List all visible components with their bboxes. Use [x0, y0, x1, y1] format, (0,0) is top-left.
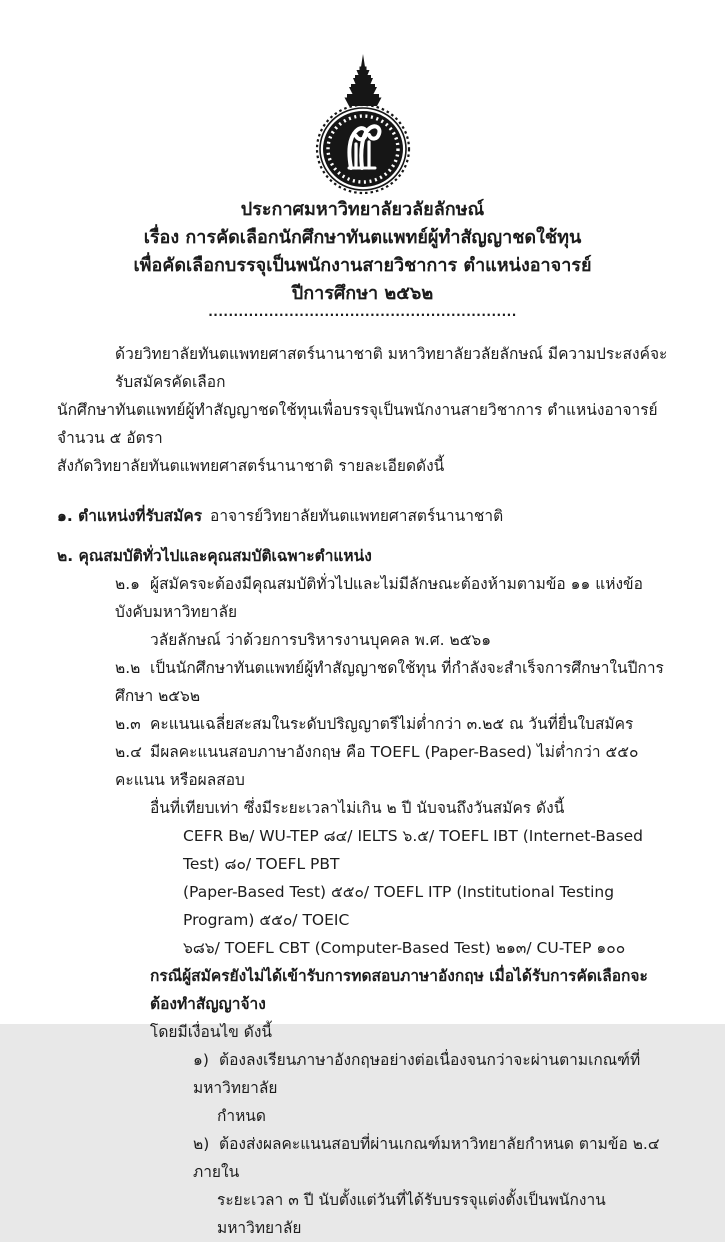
qualification-item — [115, 710, 673, 738]
score-equivalence-line: (Paper-Based Test) ๕๕๐/ TOEFL ITP (Institutional Testing Program) ๕๕๐/ TOEIC — [183, 883, 615, 929]
intro-line: ด้วยวิทยาลัยทันตแพทยศาสตร์นานาชาติ มหาวิทยาลัยวลัยลักษณ์ มีความประสงค์จะรับสมัครคัดเลือก — [115, 345, 668, 391]
item-text-line: เป็นนักศึกษาทันตแพทย์ผู้ทำสัญญาชดใช้ทุน ที่กำลังจะสำเร็จการศึกษาในปีการศึกษา ๒๕๖๒ — [115, 659, 664, 705]
condition-text-line: กำหนด — [217, 1107, 266, 1125]
condition-item — [193, 1046, 673, 1102]
dotted-divider: ............................................................. — [208, 305, 517, 319]
intro-line: นักศึกษาทันตแพทย์ผู้ทำสัญญาชดใช้ทุนเพื่อบรรจุเป็นพนักงานสายวิชาการ ตำแหน่งอาจารย์ จำนวน ๕ อัตรา — [57, 401, 658, 447]
university-emblem-icon — [299, 54, 427, 194]
title-line-1: ประกาศมหาวิทยาลัยวลัยลักษณ์ — [240, 199, 485, 220]
section-1-heading: ๑. ตำแหน่งที่รับสมัคร — [57, 507, 203, 525]
condition-item — [193, 1130, 673, 1186]
qualification-item — [115, 570, 673, 626]
section-2-heading: ๒. คุณสมบัติทั่วไปและคุณสมบัติเฉพาะตำแหน่ง — [57, 547, 372, 565]
item-number: ๒.๔ — [115, 743, 142, 761]
item-text-line: อื่นที่เทียบเท่า ซึ่งมีระยะเวลาไม่เกิน ๒ ปี นับจนถึงวันสมัคร ดังนี้ — [150, 799, 565, 817]
announcement-title — [0, 196, 725, 308]
section-1-value: อาจารย์วิทยาลัยทันตแพทยศาสตร์นานาชาติ — [210, 507, 504, 525]
item-text-line: วลัยลักษณ์ ว่าด้วยการบริหารงานบุคคล พ.ศ. ๒๕๖๑ — [150, 631, 492, 649]
score-equivalence-line: ๖๘๖/ TOEFL CBT (Computer-Based Test) ๒๑๓/ CU-TEP ๑๐๐ — [183, 939, 626, 957]
item-text-line: มีผลคะแนนสอบภาษาอังกฤษ คือ TOEFL (Paper-Based) ไม่ต่ำกว่า ๕๕๐ คะแนน หรือผลสอบ — [115, 743, 639, 789]
condition-note-bold: กรณีผู้สมัครยังไม่ได้เข้ารับการทดสอบภาษาอังกฤษ เมื่อได้รับการคัดเลือกจะต้องทำสัญญาจ้าง — [150, 967, 648, 1013]
condition-text-line: ต้องส่งผลคะแนนสอบที่ผ่านเกณฑ์มหาวิทยาลัยกำหนด ตามข้อ ๒.๔ ภายใน — [193, 1135, 660, 1181]
condition-number: ๒) — [193, 1135, 210, 1153]
intro-line: สังกัดวิทยาลัยทันตแพทยศาสตร์นานาชาติ รายละเอียดดังนี้ — [57, 457, 445, 475]
document-body — [57, 340, 673, 1242]
title-line-4: ปีการศึกษา ๒๕๖๒ — [291, 283, 434, 304]
qualification-item — [115, 654, 673, 710]
condition-text-line: ระยะเวลา ๓ ปี นับตั้งแต่วันที่ได้รับบรรจุแต่งตั้งเป็นพนักงานมหาวิทยาลัย — [217, 1191, 606, 1237]
qualification-item — [115, 738, 673, 794]
condition-note-rest: โดยมีเงื่อนไข ดังนี้ — [150, 1023, 273, 1041]
item-number: ๒.๑ — [115, 575, 140, 593]
score-equivalence-line: CEFR B๒/ WU-TEP ๘๔/ IELTS ๖.๕/ TOEFL IBT (Internet-Based Test) ๘๐/ TOEFL PBT — [183, 827, 643, 873]
title-line-2: เรื่อง การคัดเลือกนักศึกษาทันตแพทย์ผู้ทำสัญญาชดใช้ทุน — [143, 227, 582, 248]
item-number: ๒.๒ — [115, 659, 141, 677]
item-text-line: ผู้สมัครจะต้องมีคุณสมบัติทั่วไปและไม่มีลักษณะต้องห้ามตามข้อ ๑๑ แห่งข้อบังคับมหาวิทยาลัย — [115, 575, 643, 621]
section-1-heading-row — [57, 502, 673, 530]
item-text-line: คะแนนเฉลี่ยสะสมในระดับปริญญาตรีไม่ต่ำกว่า ๓.๒๕ ณ วันที่ยื่นใบสมัคร — [150, 715, 634, 733]
item-number: ๒.๓ — [115, 715, 141, 733]
title-line-3: เพื่อคัดเลือกบรรจุเป็นพนักงานสายวิชาการ ตำแหน่งอาจารย์ — [133, 255, 592, 276]
condition-text-line: ต้องลงเรียนภาษาอังกฤษอย่างต่อเนื่องจนกว่าจะผ่านตามเกณฑ์ที่มหาวิทยาลัย — [193, 1051, 641, 1097]
condition-number: ๑) — [193, 1051, 209, 1069]
